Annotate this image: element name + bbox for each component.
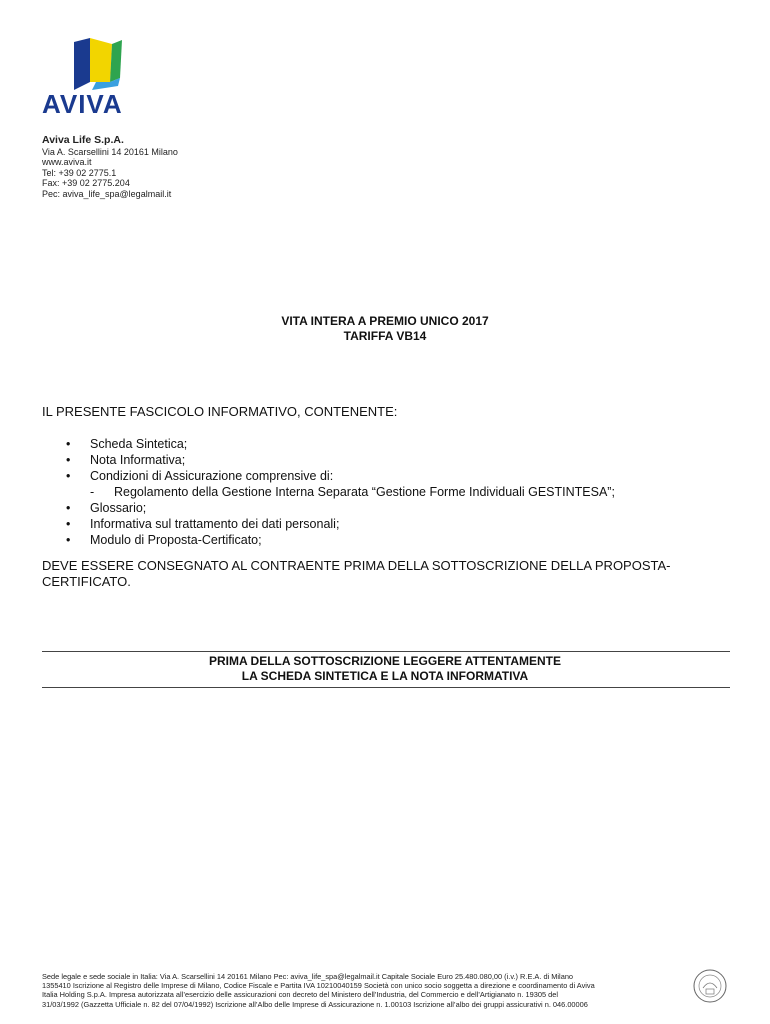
list-item: • Nota Informativa; [66, 453, 186, 467]
company-fax: Fax: +39 02 2775.204 [42, 178, 130, 188]
list-subitem: - Regolamento della Gestione Interna Separata “Gestione Forme Individuali GESTINTESA”; [90, 485, 615, 499]
list-item: • Glossario; [66, 501, 147, 515]
company-tel: Tel: +39 02 2775.1 [42, 167, 117, 178]
legal-footer [42, 972, 687, 1009]
title-line-1: VITA INTERA A PREMIO UNICO 2017 [281, 314, 489, 328]
title-line-2: TARIFFA VB14 [343, 329, 427, 343]
aviva-logo-text: AVIVA [42, 89, 123, 119]
contents-list [42, 436, 615, 548]
company-address: Via A. Scarsellini 14 20161 Milano [42, 146, 178, 157]
footer-line-3: Italia Holding S.p.A. Impresa autorizzata all’esercizio delle assicurazioni con decreto del Ministero dell’Industria, del Commercio e dell’Artigianato n. 19305 del [42, 990, 558, 1000]
footer-line-2: 1355410 Iscrizione al Registro delle Imprese di Milano, Codice Fiscale e Partita IVA 10210040159 Società con unico socio soggetta a direzione e coordinamento di Aviva [42, 981, 595, 991]
footer-line-1: Sede legale e sede sociale in Italia: Via A. Scarsellini 14 20161 Milano Pec: aviva_life_spa@legalmail.it Capitale Sociale Euro 25.480.080,00 (i.v.) R.E.A. di Milano [42, 972, 574, 981]
intro-text: IL PRESENTE FASCICOLO INFORMATIVO, CONTENENTE: [42, 404, 398, 419]
company-website: www.aviva.it [42, 157, 92, 167]
reading-notice [0, 654, 770, 684]
company-pec: Pec: aviva_life_spa@legalmail.it [42, 188, 172, 199]
company-info [42, 135, 178, 199]
list-item: • Modulo di Proposta-Certificato; [66, 533, 262, 547]
aviva-logo-mark-icon [74, 38, 124, 90]
footer-line-4: 31/03/1992 (Gazzetta Ufficiale n. 82 del 07/04/1992) Iscrizione all’Albo delle Imprese di Assicurazione n. 1.00103 Iscrizione all’albo dei gruppi assicurativi n. 046.00006 [42, 999, 588, 1009]
list-item: • Informativa sul trattamento dei dati personali; [66, 517, 340, 531]
delivery-notice: DEVE ESSERE CONSEGNATO AL CONTRAENTE PRIMA DELLA SOTTOSCRIZIONE DELLA PROPOSTA-CERTIFICATO. [42, 558, 671, 589]
divider [42, 687, 730, 688]
document-title [0, 314, 770, 344]
reading-notice-line-2: LA SCHEDA SINTETICA E LA NOTA INFORMATIVA [241, 669, 529, 683]
company-name: Aviva Life S.p.A. [42, 134, 124, 146]
divider [42, 651, 730, 652]
seal-stamp-icon [692, 968, 728, 1004]
list-item: • Scheda Sintetica; [66, 437, 188, 451]
reading-notice-line-1: PRIMA DELLA SOTTOSCRIZIONE LEGGERE ATTENTAMENTE [208, 654, 561, 668]
list-item: • Condizioni di Assicurazione comprensive di: [66, 469, 334, 483]
